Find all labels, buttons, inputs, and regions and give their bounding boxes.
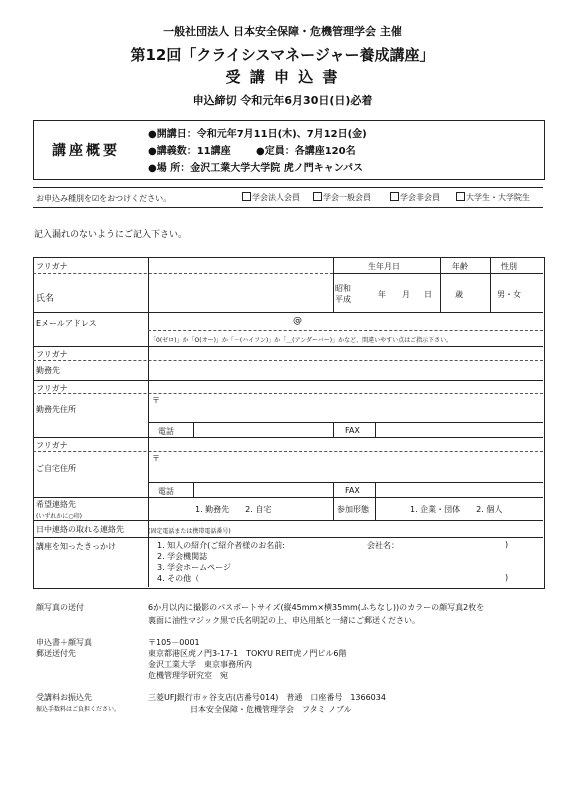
fee-bank: 三菱UFJ銀行市ヶ谷支店(店番号014) 普通 口座番号 1366034 (148, 693, 386, 702)
work-address-label: 勤務先住所 (36, 405, 76, 414)
birthdate-header: 生年月日 (368, 262, 400, 271)
overview-capacity: ●定員：各講座120名 (256, 146, 356, 157)
overview-label: 講座概要 (52, 143, 120, 159)
sex-header: 性別 (501, 262, 517, 271)
mail-org: 金沢工業大学 東京事務所内 (148, 660, 252, 669)
work-postal-mark: 〒 (152, 396, 160, 405)
trigger-4-close: ) (505, 573, 509, 582)
mail-address: 東京都港区虎ノ門3-17-1 TOKYU REIT虎ノ門ビル6階 (148, 649, 347, 658)
era-showa: 昭和 (335, 284, 351, 293)
option-label: 大学生・大学院生 (466, 193, 530, 202)
preferred-contact-options[interactable]: 1. 勤務先 2. 自宅 (195, 505, 272, 514)
rule (33, 360, 543, 361)
furigana-label: フリガナ (36, 262, 68, 271)
daytime-contact-label: 日中連絡の取れる連絡先 (36, 525, 124, 534)
rule (33, 273, 333, 274)
rule (33, 451, 543, 452)
trigger-company-label: 会社名： (367, 541, 399, 550)
trigger-option-1[interactable]: 1. 知人の紹介(ご紹介者様のお名前: (157, 541, 285, 550)
rule (333, 273, 543, 274)
photo-label: 顔写真の送付 (36, 603, 84, 612)
rule (333, 497, 334, 520)
trigger-option-3[interactable]: 3. 学会ホームページ (157, 563, 232, 572)
work-phone-label: 電話 (158, 427, 174, 436)
email-note: 「0(ゼロ)」か「O(オー)」か「－(ハイフン)」か「＿(アンダーバー)」かなど、間違いやすい点はご指示下さい。 (150, 337, 453, 344)
checkbox[interactable] (313, 192, 322, 201)
deadline: 申込締切 令和元年6月30日(日)必着 (192, 94, 373, 107)
email-label: Eメールアドレス (36, 319, 97, 328)
course-title: 第12回「クライシスマネージャー養成講座」 (130, 46, 435, 64)
overview-venue: ●場 所：金沢工業大学大学院 虎ノ門キャンパス (148, 163, 363, 174)
rule (193, 422, 194, 437)
mail-label-1: 申込書＋顔写真 (36, 638, 92, 647)
category-top-rule (33, 187, 543, 188)
rule (33, 537, 543, 538)
rule (440, 257, 441, 312)
fee-label: 受講料お振込先 (36, 693, 92, 702)
option-label: 学会一般会員 (323, 193, 371, 202)
preferred-contact-label: 希望連絡先 (36, 500, 76, 509)
mail-label-2: 郵送送付先 (36, 649, 76, 658)
rule (193, 482, 194, 497)
age-unit: 歳 (455, 290, 463, 299)
preferred-contact-note: (いずれかに○印) (36, 513, 82, 520)
option-label: 学会非会員 (400, 193, 440, 202)
organizer-line: 一般社団法人 日本安全保障・危機管理学会 主催 (163, 25, 402, 38)
rule (33, 380, 543, 381)
category-bottom-rule (33, 207, 543, 208)
participation-label: 参加形態 (337, 505, 369, 514)
form-border (33, 257, 545, 589)
daytime-contact-note: (固定電話または携帯電話番号) (148, 528, 231, 535)
photo-text-2: 裏面に油性マジック黒で氏名明記の上、申込用紙と一緒にご郵送ください。 (148, 616, 420, 625)
rule (148, 330, 543, 331)
category-option-student[interactable] (456, 192, 530, 203)
form-title: 受 講 申 込 書 (225, 68, 340, 86)
name-label: 氏名 (36, 294, 55, 304)
rule (333, 422, 334, 437)
rule (33, 346, 543, 347)
sex-options: 男・女 (497, 290, 521, 299)
home-postal-mark: 〒 (152, 454, 160, 463)
home-fax-label: FAX (345, 486, 360, 495)
checkbox[interactable] (390, 192, 399, 201)
mail-dept: 危機管理学研究室 宛 (148, 671, 228, 680)
rule (333, 257, 334, 312)
mail-postal: 〒105－0001 (148, 638, 200, 647)
category-option-corporate[interactable] (242, 192, 300, 203)
year-unit: 年 (378, 290, 386, 299)
home-phone-label: 電話 (158, 487, 174, 496)
checkbox[interactable] (456, 192, 465, 201)
home-address-label: ご自宅住所 (36, 464, 76, 473)
overview-date: ●開講日：令和元年7月11日(木)、7月12日(金) (148, 129, 367, 140)
instruction: 記入漏れのないようにご記入下さい。 (34, 230, 188, 240)
age-header: 年齢 (452, 262, 468, 271)
rule (375, 482, 376, 497)
workplace-furigana-label: フリガナ (36, 350, 68, 359)
rule (33, 437, 543, 438)
participation-options[interactable]: 1. 企業・団体 2. 個人 (410, 505, 503, 514)
category-prompt: お申込み種別を☑をおつけください。 (36, 194, 172, 203)
rule (33, 497, 543, 498)
trigger-paren: ) (505, 540, 509, 549)
overview-lectures: ●講義数：11講座 (148, 146, 231, 157)
rule (33, 520, 543, 521)
rule (148, 422, 543, 423)
checkbox[interactable] (242, 192, 251, 201)
trigger-label: 講座を知ったきっかけ (36, 542, 116, 551)
rule (33, 312, 543, 313)
work-fax-label: FAX (345, 426, 360, 435)
category-option-general[interactable] (313, 192, 371, 203)
rule (490, 257, 491, 312)
era-heisei: 平成 (335, 295, 351, 304)
rule (33, 393, 543, 394)
fee-holder: 日本安全保障・危機管理学会 フタミ ノブル (190, 705, 352, 714)
trigger-option-4[interactable]: 4. その他（ (157, 574, 200, 583)
fee-note: 振込手数料はご負担ください。 (36, 706, 121, 713)
trigger-option-2[interactable]: 2. 学会機関誌 (157, 552, 208, 561)
rule (375, 422, 376, 437)
day-unit: 日 (424, 290, 432, 299)
home-furigana-label: フリガナ (36, 441, 68, 450)
email-at-sign: @ (293, 316, 302, 326)
rule (148, 482, 543, 483)
work-address-furigana-label: フリガナ (36, 384, 68, 393)
month-unit: 月 (402, 290, 410, 299)
rule (333, 482, 334, 497)
category-option-nonmember[interactable] (390, 192, 440, 203)
option-label: 学会法人会員 (252, 193, 300, 202)
photo-text-1: 6か月以内に撮影のパスポートサイズ(縦45mm×横35mm(ふちなし))のカラーの顔写真2枚を (148, 603, 485, 612)
workplace-label: 勤務先 (36, 366, 60, 375)
rule (375, 497, 376, 520)
